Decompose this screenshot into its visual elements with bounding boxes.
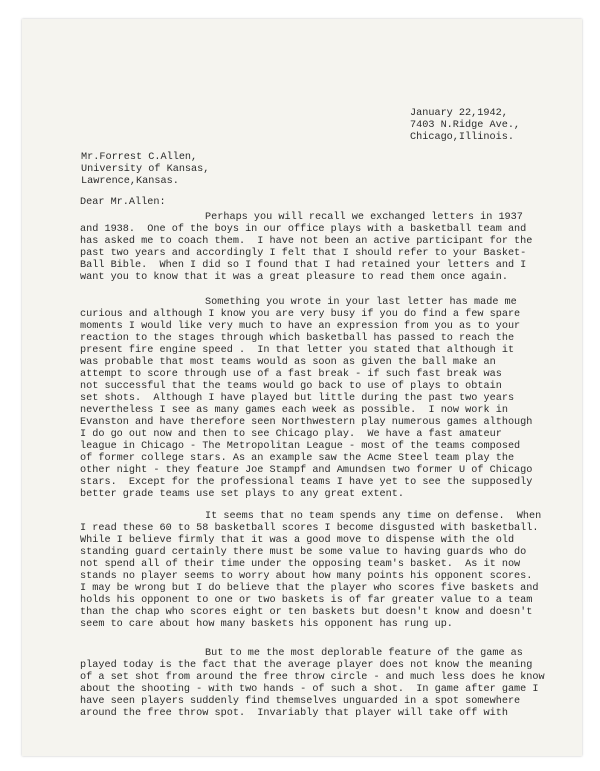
- paragraph-line: I do go out now and then to see Chicago play. We have a fast amateur: [80, 429, 502, 440]
- sender-city: Chicago,Illinois.: [410, 132, 514, 143]
- date-block: [410, 108, 520, 144]
- paragraph-line: reaction to the stages through which basketball has passed to reach the: [80, 333, 515, 344]
- paragraph-line: better grade teams use set plays to any great extent.: [80, 489, 405, 500]
- recipient-name: Mr.Forrest C.Allen,: [81, 152, 198, 163]
- paragraph-line: of a set shot from around the free throw circle - and much less does he know: [80, 672, 545, 683]
- paragraph-line: standing guard certainly there must be some value to having guards who do: [80, 547, 527, 558]
- paragraph-line: Something you wrote in your last letter has made me: [205, 297, 517, 308]
- sender-street: 7403 N.Ridge Ave.,: [410, 120, 521, 131]
- paragraph-line: I may be wrong but I do believe that the player who scores five baskets and: [80, 583, 539, 594]
- paragraph-line: Ball Bible. When I did so I found that I had retained your letters and I: [80, 260, 527, 271]
- paragraph-line: moments I would like very much to have an expression from you as to your: [80, 321, 521, 332]
- paragraph-line: was probable that most teams would as soon as given the ball make an: [80, 357, 496, 368]
- paragraph-line: Evanston and have therefore seen Northwestern play numerous games although: [80, 417, 533, 428]
- paragraph-line: has asked me to coach them. I have not been an active participant for the: [80, 236, 533, 247]
- paragraph-line: other night - they feature Joe Stampf and Amundsen two former U of Chicago: [80, 465, 533, 476]
- paragraph-line: While I believe firmly that it was a good move to dispense with the old: [80, 535, 515, 546]
- paragraph-line: around the free throw spot. Invariably that player will take off with: [80, 708, 508, 719]
- paragraph-line: played today is the fact that the average player does not know the meaning: [80, 660, 533, 671]
- paragraph-4: [80, 648, 545, 720]
- paragraph-line: stars. Except for the professional teams I have yet to see the supposedly: [80, 477, 533, 488]
- paragraph-line: But to me the most deplorable feature of the game as: [205, 648, 523, 659]
- paragraph-line: want you to know that it was a great pleasure to read them once again.: [80, 272, 508, 283]
- paragraph-line: attempt to score through use of a fast break - if such fast break was: [80, 369, 502, 380]
- paragraph-line: set shots. Although I have played but little during the past two years: [80, 393, 515, 404]
- paragraph-line: I read these 60 to 58 basketball scores I become disgusted with basketball.: [80, 523, 539, 534]
- paragraph-line: not successful that the teams would go back to use of plays to obtain: [80, 381, 502, 392]
- paragraph-line: It seems that no team spends any time on defense. When: [205, 511, 542, 522]
- paragraph-3: [80, 511, 540, 631]
- paragraph-line: league in Chicago - The Metropolitan League - most of the teams composed: [80, 441, 521, 452]
- paragraph-line: of former college stars. As an example saw the Acme Steel team play the: [80, 453, 515, 464]
- paragraph-line: past two years and accordingly I felt that I should refer to your Basket-: [80, 248, 527, 259]
- paragraph-line: about the shooting - with two hands - of such a shot. In game after game I: [80, 684, 539, 695]
- paragraph-1: [80, 212, 540, 284]
- paragraph-line: present fire engine speed . In that letter you stated that although it: [80, 345, 515, 356]
- paragraph-line: Perhaps you will recall we exchanged letters in 1937: [205, 212, 523, 223]
- recipient-address: [81, 152, 209, 188]
- recipient-institution: University of Kansas,: [81, 164, 210, 175]
- paragraph-line: holds his opponent to one or two baskets is of far greater value to a team: [80, 595, 533, 606]
- recipient-city: Lawrence,Kansas.: [81, 176, 179, 187]
- paragraph-line: stands no player seems to worry about how many points his opponent scores.: [80, 571, 533, 582]
- date-line: January 22,1942,: [410, 108, 508, 119]
- paragraph-line: have seen players suddenly find themselves unguarded in a spot somewhere: [80, 696, 521, 707]
- paragraph-2: [80, 297, 540, 501]
- paragraph-line: nevertheless I see as many games each week as possible. I now work in: [80, 405, 508, 416]
- salutation: Dear Mr.Allen:: [80, 197, 166, 208]
- paragraph-line: seem to care about how many baskets his opponent has rung up.: [80, 619, 453, 630]
- paragraph-line: and 1938. One of the boys in our office plays with a basketball team and: [80, 224, 527, 235]
- paragraph-line: than the chap who scores eight or ten baskets but doesn't know and doesn't: [80, 607, 533, 618]
- paragraph-line: curious and although I know you are very busy if you do find a few spare: [80, 309, 521, 320]
- paragraph-line: not spend all of their time under the opposing team's basket. As it now: [80, 559, 521, 570]
